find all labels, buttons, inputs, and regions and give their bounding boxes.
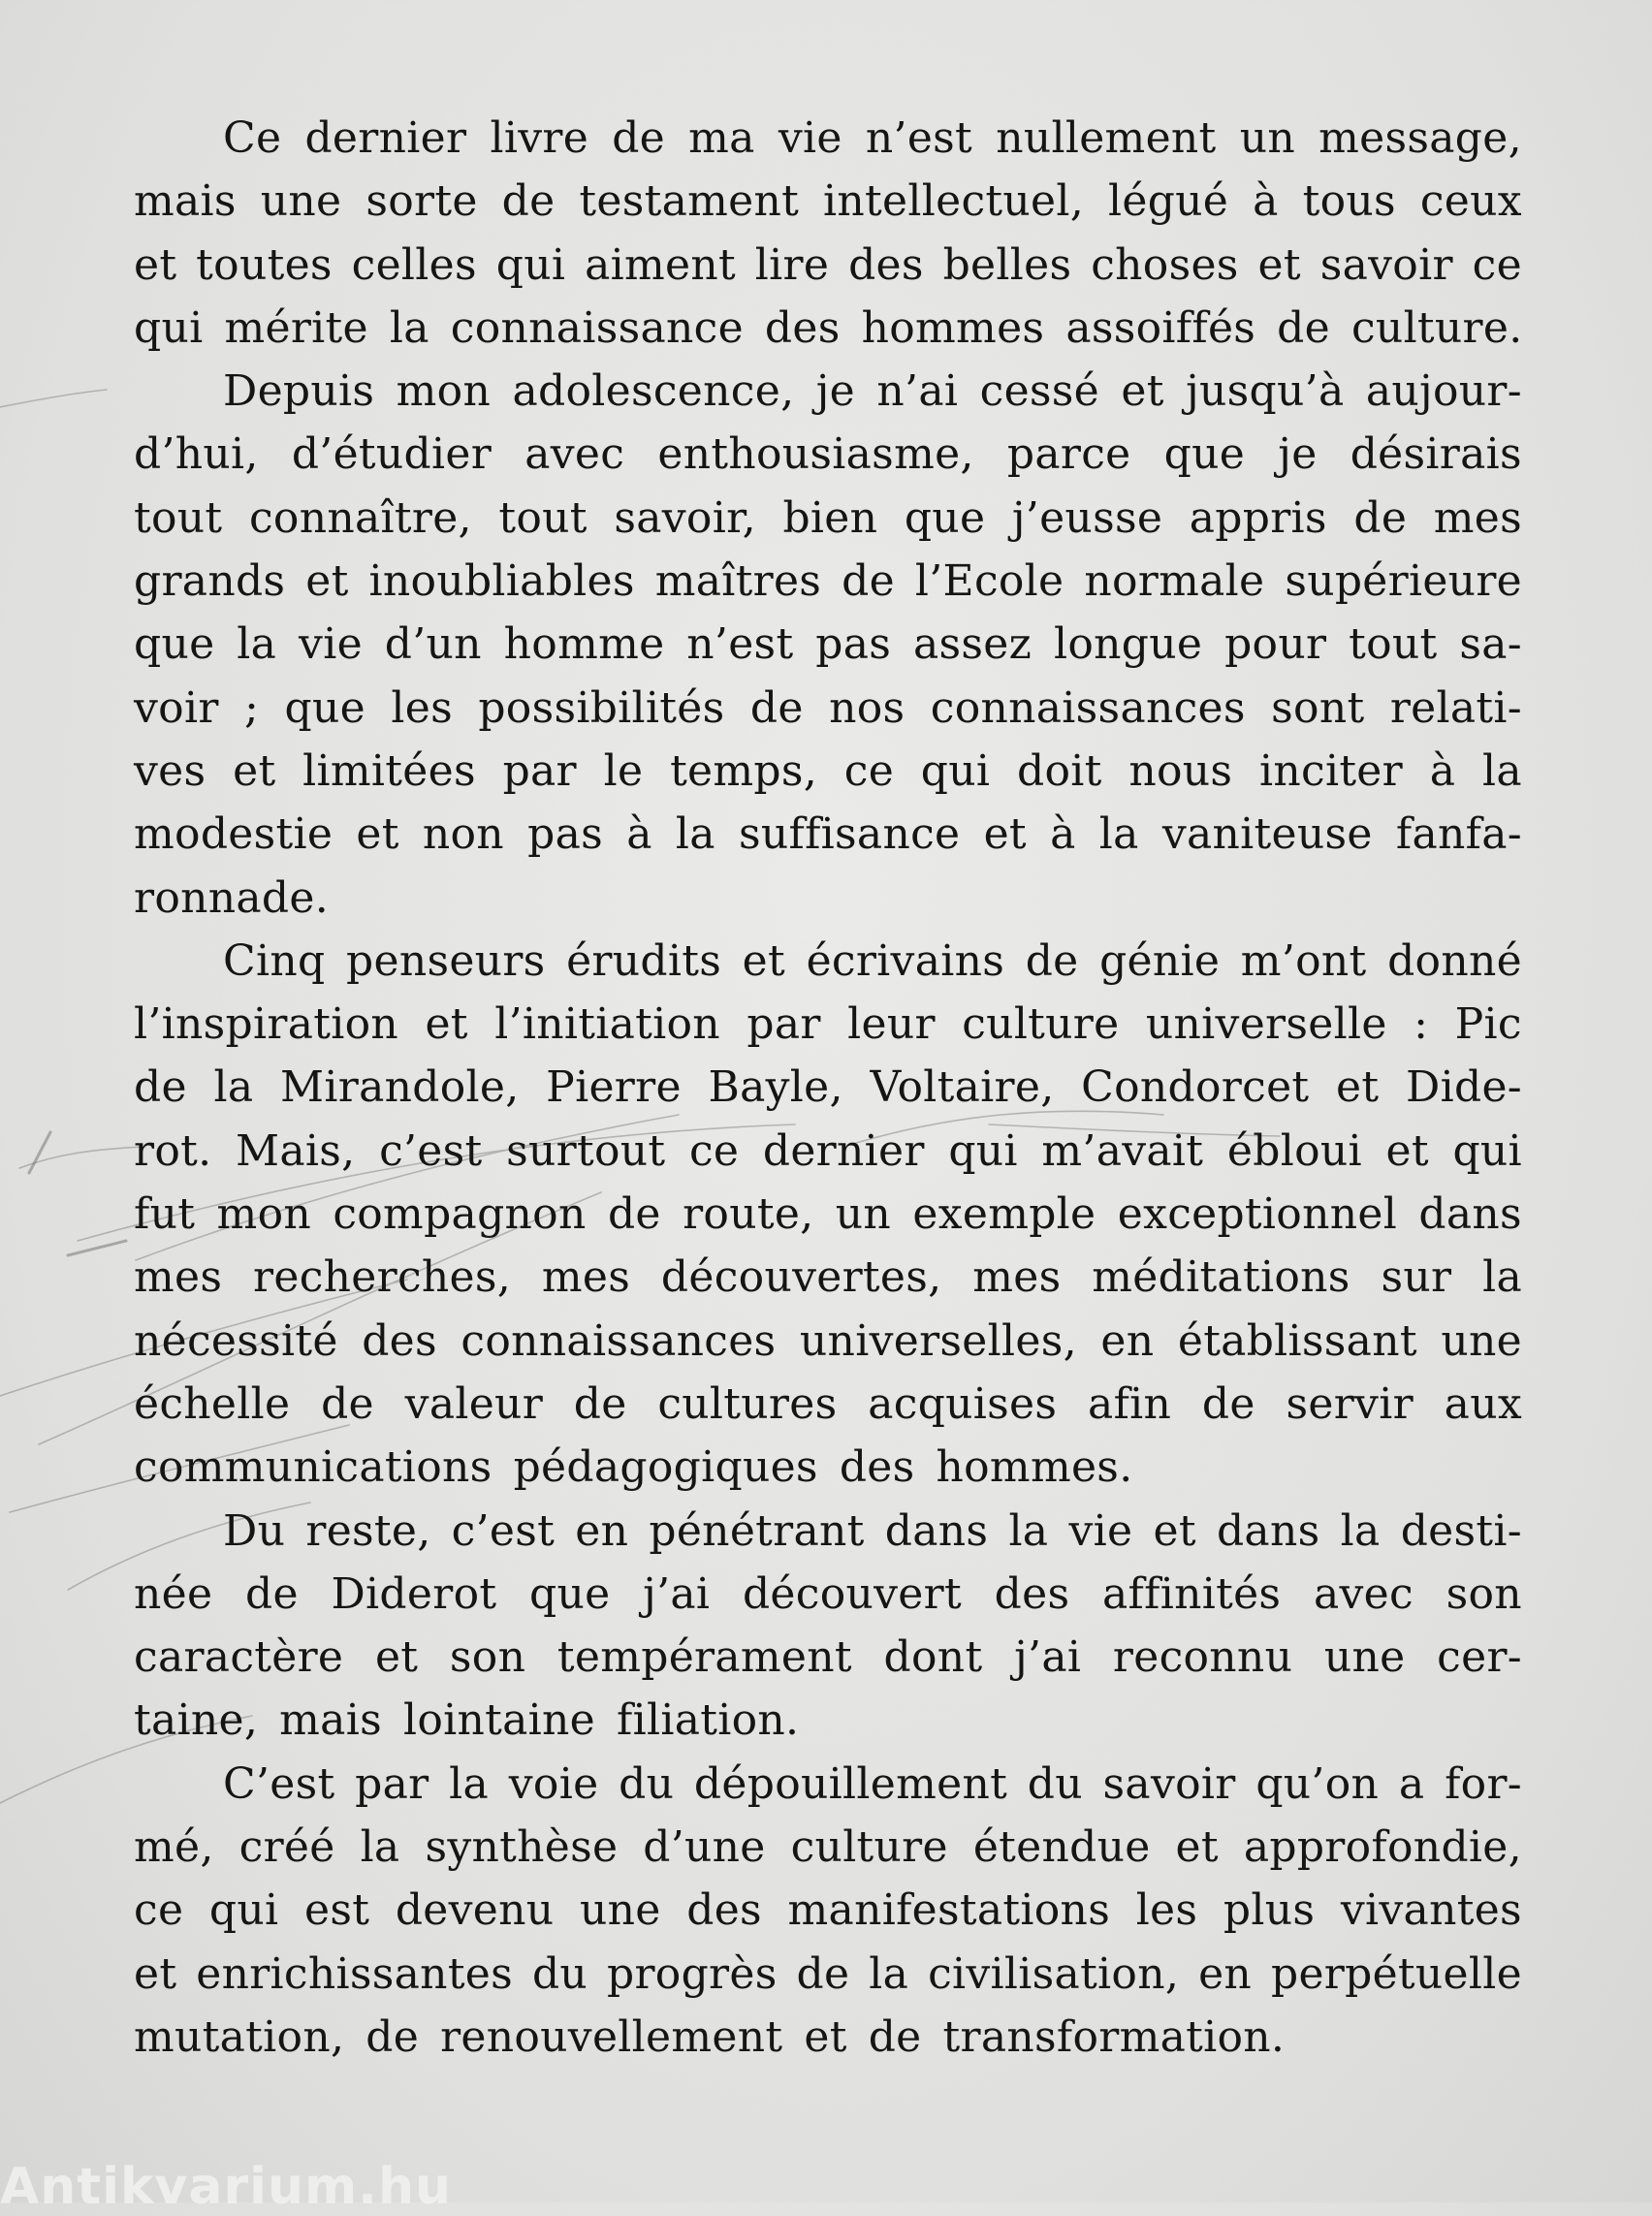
text-line: communications pédagogiques des hommes. [134, 1442, 1133, 1493]
text-line: échelle de valeur de cultures acquises afin de servir aux [134, 1378, 1522, 1429]
text-line: l’inspiration et l’initiation par leur culture universelle : Pic [134, 999, 1522, 1050]
text-line: grands et inoubliables maîtres de l’Ecole normale supérieure [134, 556, 1522, 607]
text-line: ronnade. [134, 872, 330, 923]
text-line: fut mon compagnon de route, un exemple exceptionnel dans [134, 1189, 1522, 1240]
text-line: taine, mais lointaine filiation. [134, 1695, 800, 1746]
watermark: Antikvarium.hu [0, 2158, 452, 2216]
paragraph [134, 107, 1522, 360]
text-line: Cinq penseurs érudits et écrivains de génie m’ont donné [223, 935, 1522, 986]
text-line: ves et limitées par le temps, ce qui doit nous inciter à la [134, 745, 1522, 796]
paragraph [134, 930, 1522, 1500]
text-line: d’hui, d’étudier avec enthousiasme, parce que je désirais [134, 429, 1522, 480]
text-line: Ce dernier livre de ma vie n’est nullement un message, [223, 113, 1522, 163]
text-line: de la Mirandole, Pierre Bayle, Voltaire, Condorcet et Dide- [134, 1062, 1522, 1113]
paragraph [134, 1500, 1522, 1753]
text-line: rot. Mais, c’est surtout ce dernier qui m’avait ébloui et qui [134, 1125, 1522, 1176]
text-line: caractère et son tempérament dont j’ai reconnu une cer- [134, 1632, 1522, 1683]
text-line: modestie et non pas à la suffisance et à la vaniteuse fanfa- [134, 809, 1522, 860]
text-line: mé, créé la synthèse d’une culture étendue et approfondie, [134, 1822, 1522, 1873]
text-line: et toutes celles qui aiment lire des belles choses et savoir ce [134, 239, 1522, 290]
text-line: que la vie d’un homme n’est pas assez longue pour tout sa- [134, 619, 1522, 670]
text-line: née de Diderot que j’ai découvert des affinités avec son [134, 1568, 1522, 1619]
text-line: qui mérite la connaissance des hommes assoiffés de culture. [134, 302, 1523, 353]
text-line: Du reste, c’est en pénétrant dans la vie et dans la desti- [223, 1505, 1522, 1556]
text-line: voir ; que les possibilités de nos connaissances sont relati- [134, 682, 1522, 733]
text-line: ce qui est devenu une des manifestations les plus vivantes [134, 1885, 1522, 1936]
text-line: et enrichissantes du progrès de la civilisation, en perpétuelle [134, 1948, 1522, 1999]
text-line: C’est par la voie du dépouillement du savoir qu’on a for- [223, 1758, 1522, 1809]
paragraph [134, 1753, 1522, 2069]
text-line: mutation, de renouvellement et de transformation. [134, 2011, 1286, 2062]
paragraph [134, 360, 1522, 930]
text-line: mais une sorte de testament intellectuel, légué à tous ceux [134, 176, 1522, 227]
text-line: Depuis mon adolescence, je n’ai cessé et jusqu’à aujour- [223, 366, 1522, 417]
text-line: mes recherches, mes découvertes, mes méditations sur la [134, 1252, 1522, 1303]
text-line: nécessité des connaissances universelles, en établissant une [134, 1315, 1522, 1366]
text-line: tout connaître, tout savoir, bien que j’eusse appris de mes [134, 492, 1522, 543]
page-text [134, 107, 1522, 2069]
